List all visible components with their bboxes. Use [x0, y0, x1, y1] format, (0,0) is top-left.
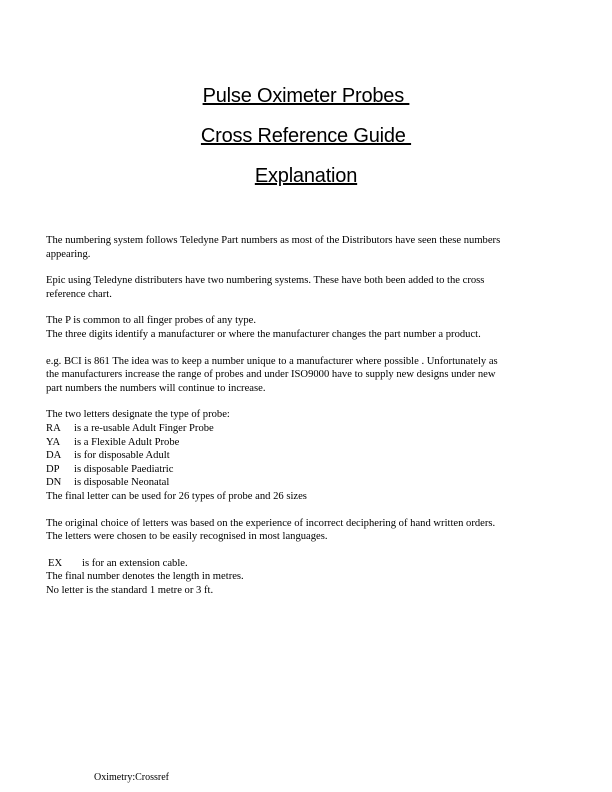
epic-distributors-paragraph [46, 274, 572, 301]
letters-choice-paragraph [46, 517, 572, 544]
example-paragraph [46, 355, 572, 396]
page-footer: Oximetry:Crossref [94, 772, 169, 783]
probe-types-list [46, 408, 572, 503]
text-line: The letters were chosen to be easily recognised in most languages. [46, 531, 328, 543]
probe-type-desc: is disposable Neonatal [74, 477, 170, 489]
extension-code: EX [48, 557, 63, 569]
numbering-system-paragraph [46, 234, 572, 261]
probe-type-row [46, 476, 572, 490]
probe-type-code: RA [46, 422, 61, 434]
probe-types-intro: The two letters designate the type of probe: [46, 409, 230, 421]
text-line: Epic using Teledyne distributers have two numbering systems. These have both been added to the cross [46, 275, 485, 287]
probe-type-code: DA [46, 450, 62, 462]
extension-row [46, 557, 572, 571]
text-line: No letter is the standard 1 metre or 3 ft. [46, 584, 214, 596]
title-line-1: Pulse Oximeter Probes [202, 85, 410, 107]
text-line: The three digits identify a manufacturer or where the manufacturer changes the part number a product. [46, 328, 481, 340]
finger-probe-paragraph [46, 314, 572, 341]
extension-cable-paragraph [46, 557, 572, 598]
probe-type-row [46, 463, 572, 477]
text-line: part numbers the numbers will continue to increase. [46, 382, 266, 394]
document-body [46, 234, 572, 610]
probe-type-desc: is a re-usable Adult Finger Probe [74, 422, 214, 434]
text-line: The final number denotes the length in metres. [46, 571, 244, 583]
extension-desc: is for an extension cable. [82, 557, 188, 569]
text-line: The P is common to all finger probes of any type. [46, 315, 256, 327]
text-line: reference chart. [46, 288, 112, 300]
title-line-3: Explanation [254, 165, 358, 187]
text-line: The numbering system follows Teledyne Part numbers as most of the Distributors have seen these numbers [46, 235, 501, 246]
probe-type-code: DP [46, 463, 60, 475]
probe-type-desc: is a Flexible Adult Probe [74, 436, 180, 448]
title-line-2: Cross Reference Guide [200, 125, 412, 147]
probe-type-row [46, 422, 572, 436]
probe-type-row [46, 436, 572, 450]
probe-type-code: YA [46, 436, 61, 448]
text-line: the manufacturers increase the range of probes and under ISO9000 have to supply new designs under new [46, 369, 496, 381]
probe-type-row [46, 449, 572, 463]
text-line: appearing. [46, 248, 91, 260]
probe-type-desc: is for disposable Adult [74, 450, 170, 462]
probe-type-desc: is disposable Paediatric [74, 463, 174, 475]
title-block [0, 86, 612, 206]
text-line: The original choice of letters was based on the experience of incorrect deciphering of hand written orders. [46, 517, 496, 529]
probe-types-final-note: The final letter can be used for 26 types of probe and 26 sizes [46, 490, 307, 502]
text-line: e.g. BCI is 861 The idea was to keep a number unique to a manufacturer where possible . Unfortunately as [46, 355, 498, 367]
probe-type-code: DN [46, 477, 62, 489]
